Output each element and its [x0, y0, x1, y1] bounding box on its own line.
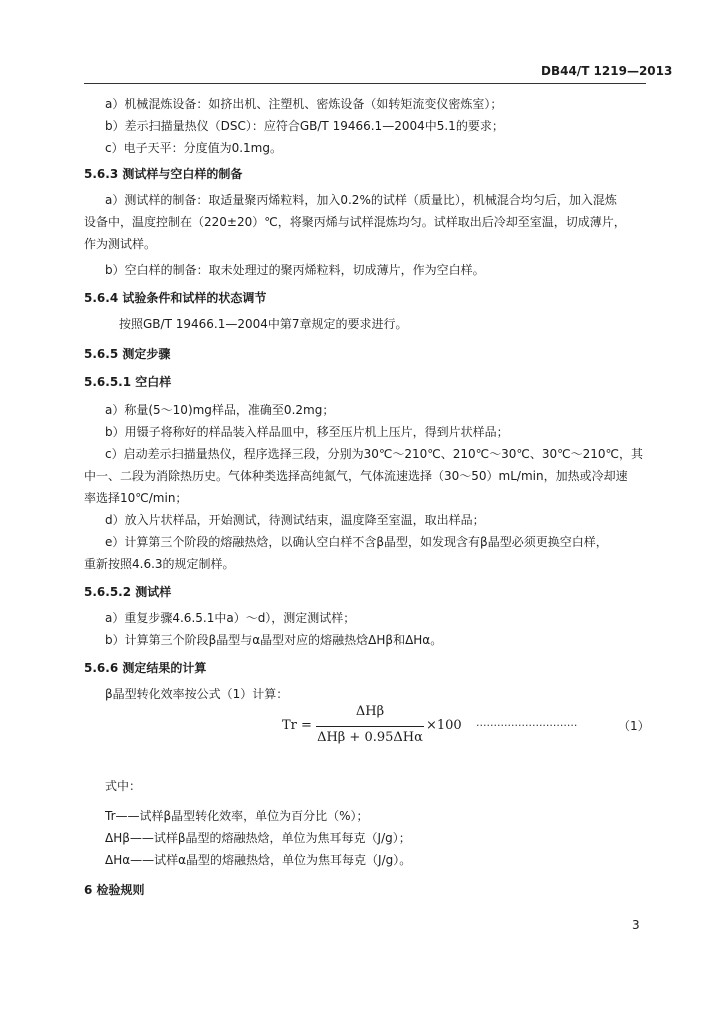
text-line: a）称量(5～10)mg样品，准确至0.2mg； [105, 403, 335, 417]
page-number: 3 [632, 918, 640, 932]
section-heading: 5.6.5.2 测试样 [84, 585, 172, 599]
section-heading: 5.6.5 测定步骤 [84, 347, 171, 361]
section-heading: 6 检验规则 [84, 883, 145, 897]
text-line: c）电子天平：分度值为0.1mg。 [105, 141, 282, 155]
text-line: a）机械混炼设备：如挤出机、注塑机、密炼设备（如转矩流变仪密炼室）； [105, 97, 503, 111]
section-heading: 5.6.4 试验条件和试样的状态调节 [84, 291, 267, 305]
section-heading: 5.6.6 测定结果的计算 [84, 661, 207, 675]
text-line: c）启动差示扫描量热仪，程序选择三段，分别为30℃～210℃、210℃～30℃、30℃～210℃，其 [105, 447, 643, 461]
text-line: 按照GB/T 19466.1—2004中第7章规定的要求进行。 [119, 317, 408, 331]
conversion-formula [282, 704, 652, 754]
text-line: 式中： [105, 779, 142, 793]
standard-code: DB44/T 1219—2013 [541, 64, 673, 78]
formula-denominator: ΔHβ + 0.95ΔHα [317, 730, 423, 745]
formula-leader-dots: ····························· [476, 719, 578, 732]
text-line: b）差示扫描量热仪（DSC）：应符合GB/T 19466.1—2004中5.1的要求； [105, 119, 504, 133]
text-line: ΔHβ——试样β晶型的熔融热焓，单位为焦耳每克（J/g）； [105, 831, 411, 845]
section-heading: 5.6.5.1 空白样 [84, 375, 172, 389]
text-line: 作为测试样。 [84, 237, 157, 251]
text-line: ΔHα——试样α晶型的熔融热焓，单位为焦耳每克（J/g）。 [105, 853, 412, 867]
formula-lhs: Tr = [282, 718, 312, 733]
text-line: 中一、二段为消除热历史。气体种类选择高纯氮气，气体流速选择（30～50）mL/min，加热或冷却速 [84, 469, 628, 483]
section-heading: 5.6.3 测试样与空白样的制备 [84, 167, 243, 181]
formula-numerator: ΔHβ [355, 704, 385, 719]
text-line: 设备中，温度控制在（220±20）℃，将聚丙烯与试样混炼均匀。试样取出后冷却至室温，切成薄片， [84, 215, 626, 229]
text-line: e）计算第三个阶段的熔融热焓，以确认空白样不含β晶型，如发现含有β晶型必须更换空白样， [105, 535, 608, 549]
text-line: Tr——试样β晶型转化效率，单位为百分比（%）； [105, 809, 369, 823]
equation-number: （1） [618, 719, 650, 733]
text-line: β晶型转化效率按公式（1）计算： [105, 687, 289, 701]
formula-fraction [316, 704, 424, 754]
text-line: b）空白样的制备：取未处理过的聚丙烯粒料，切成薄片，作为空白样。 [105, 263, 485, 277]
text-line: 率选择10℃/min； [84, 491, 188, 505]
text-line: a）重复步骤4.6.5.1中a）～d），测定测试样； [105, 611, 356, 625]
fraction-bar [316, 726, 424, 727]
text-line: b）计算第三个阶段β晶型与α晶型对应的熔融热焓ΔHβ和ΔHα。 [105, 633, 443, 647]
text-line: d）放入片状样品，开始测试，待测试结束，温度降至室温，取出样品； [105, 513, 485, 527]
text-line: a）测试样的制备：取适量聚丙烯粒料，加入0.2%的试样（质量比），机械混合均匀后，加入混炼 [105, 193, 617, 207]
text-line: 重新按照4.6.3的规定制样。 [84, 557, 235, 571]
formula-multiplier: ×100 [426, 718, 462, 733]
text-line: b）用镊子将称好的样品装入样品皿中，移至压片机上压片，得到片状样品； [105, 425, 509, 439]
header-rule [84, 83, 646, 84]
